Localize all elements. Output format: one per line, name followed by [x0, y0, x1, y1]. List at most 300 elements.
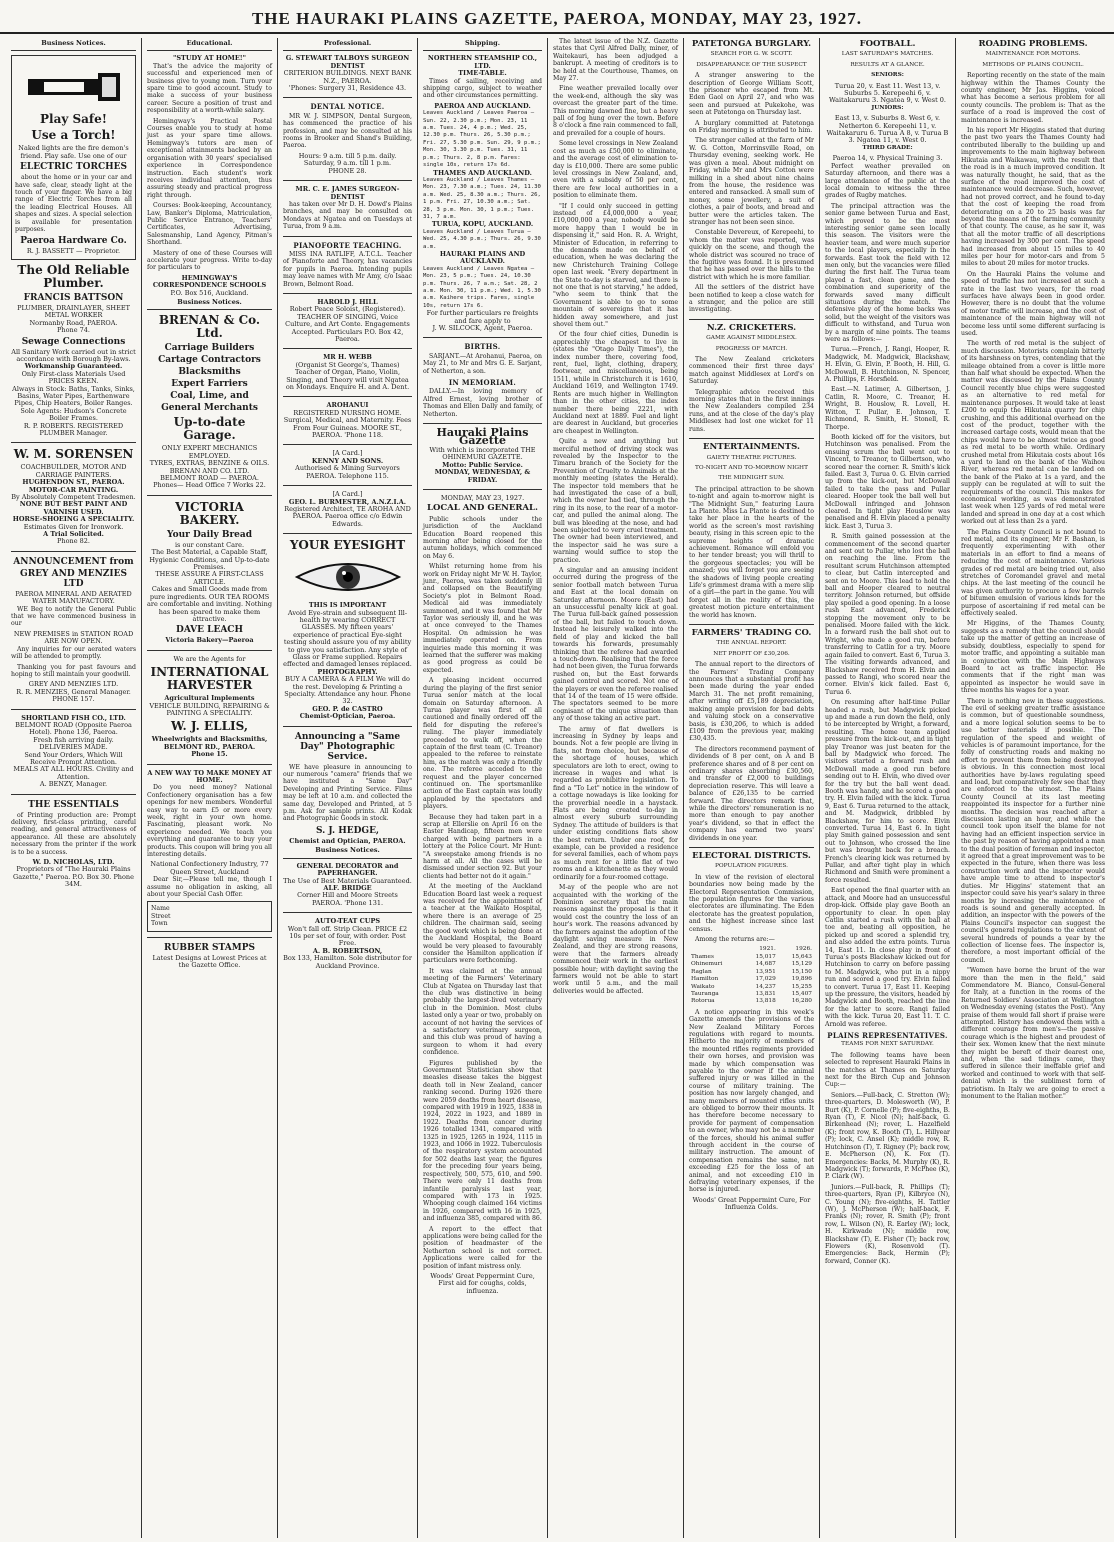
- autoteat-advert: [283, 918, 412, 970]
- farmers-sub-2: NET PROFIT OF £30,206.: [713, 650, 790, 657]
- seniors-results: Turua 20, v. East 11. West 13, v. Suburbs 5. Kerepeehi 6, v. Waitakaruru 3. Ngatea 9, v. West 0.: [829, 81, 946, 105]
- football-paragraph: R. Smith gained possession at the commencement of the second quarter and sent out to Pullar, who lost the ball on reaching the line. From the resultant scrum Hutchinson attempted to clear, but Catlin intercepted and sent on to Moore. This lead to hold the ball and Hooper cleared to neutral territory. Johnson returned, but offside play spoiled a good opening. In a loose rush East advanced, Frederick stopping the movement only to be penalised. Moore failed with the kick. In a forward rush the ball shot out to Wright, who made a good run, before transferring to Catlin for a try. Moore again failed to convert. East 6, Turua 3. The visiting forwards advanced, and Blackshaw received from H. Elvin and passed to Rangi, who scored near the corner. Elvin's kick failed. East 6, Turua 6.: [825, 533, 951, 696]
- menzies-headline: ANNOUNCEMENT from: [13, 556, 134, 567]
- arohanui-name: AROHANUI: [326, 401, 369, 410]
- electoral-paragraph: In view of the revision of electoral boundaries now being made by the Electoral Representation Commission, the population figures for the various electorates are illuminating. The Eden electorate has the greatest population, and the highest increase since last census.: [689, 873, 814, 933]
- burglary-paragraph: A burglary committed at Patetonga on Friday morning is attributed to him.: [689, 119, 814, 135]
- electoral-headline: ELECTORAL DISTRICTS.: [692, 851, 811, 861]
- flag-title: Hauraki Plains Gazette: [436, 426, 529, 447]
- brenan-advert: [147, 314, 272, 489]
- sorensen-line-2: By Absolutely Competent Tradesmen.: [11, 493, 136, 501]
- simpson-headline: DENTAL NOTICE.: [310, 102, 385, 112]
- news-paragraph: M-ay of the people who are not acquainted with the working of the Dominion secretary that the main reasons against the proposal is that it would cost the country the loss of an hour's work. The reasons advanced by the farmers against the adoption of the daylight saving measure in New Zealand, and they are strong reasons, were that the farmers already commenced their work in the earliest possible hour; with daylight saving the farmers would not be able to start work until 5 a.m., and the mail deliveries would be affected.: [553, 884, 678, 995]
- table-cell: Tauranga: [691, 990, 719, 997]
- ship-body: Times of sailing, receiving and shipping cargo, subject to weather and other circumstances permitting.: [423, 77, 542, 100]
- sameday-name: S. J. HEDGE,: [315, 825, 380, 836]
- burglary-paragraph: All the settlers of the district have been notified to keep a close watch for a stranger, and the police are still investigating.: [689, 284, 814, 314]
- autoteat-body: Won't fall off. Strip Clean. PRICE £2 10s per set of four, with order. Post Free.: [287, 924, 408, 948]
- piano-advert: [283, 242, 412, 288]
- juniors-results: East 13, v. Suburbs 8. West 6, v. Netherton 6. Kerepeehi 11, v. Waitakaruru 6. Turua A 8, v. Turua B 3. Ngatea 11, v. West 0.: [826, 114, 949, 145]
- fish-line-1: Fresh fish arriving daily. DELIVERIES MADE.: [33, 735, 114, 752]
- printing-headline: THE ESSENTIALS: [28, 799, 119, 810]
- sorensen-line-7: Phone 82.: [57, 537, 90, 546]
- table-cell: 19,896: [791, 976, 812, 983]
- football-paragraph: Seniors.—Full-back, C. Stretton (W); three-quarters, D. Molesworth (W), P. Burt (K), P. Cornelle (P); five-eighths, B. Ryan (T), F. Nicol (N); half-back, G. Birkenhead (N); rover, L. Hazelfield (K); front row, K. Booth (T), L. Hillyear (P); lock, C. Ansel (K); middle row, R. Hutchinson (T), T. Rigney (P); back row, E. McPherson (N), K. Fox (T). Emergencies: Backs, M. Murphy (K), R. Madgwick (T); forwards, P. McPhee (K), P. Clark (W).: [825, 1091, 950, 1181]
- fish-manager: A. BENZY, Manager.: [39, 780, 108, 789]
- torch-headline-2: Use a Torch!: [31, 128, 116, 143]
- study-body-2: Hemingway's Practical Postal Courses enable you to study at home just as your spare time allows. Hemingway's tutors are men of exceptional attainments backed by an organisation with 30 years' specialised experience in Correspondence instruction. Each student's work receives individual attention, thus assuring steady and practical progress right through.: [147, 117, 272, 199]
- electoral-paragraph: A notice appearing in this week's Gazette amends the provisions of the New Zealand Military Forces regulations with regard to mounts. Hitherto the majority of members of the mounted rifles regiments provided their own horses, and provision was made by which compensation was payable to the owner if the animal suffered injury or was killed in the course of military training. The position has now largely changed, and many members of mounted rifles units are obliged to borrow their mounts. It has therefore become necessary to provide for payment of compensation to an owner, who may not be a member of the forces, should his animal suffer through accident in the course of military instruction. The amount of compensation remains the same, not exceeding £25 for the loss of an animal, and not exceeding £10 in defraying veterinary expenses, if the horse is injured.: [689, 1008, 814, 1194]
- ship-schedule-2: Leaves Auckland / Leaves Thames — Mon. 23, 7.30 a.m.; Tues. 24, 11.30 a.m. Wed. 25, 8.30 a.m.; Thurs. 26, 1 p.m. Fri. 27, 10.30 a.m.; Sat. 28, 3 p.m. Mon. 30, 1 p.m.; Tues. 31, 7 a.m.: [423, 176, 541, 220]
- plumber-line-3: Workmanship Guaranteed.: [24, 362, 123, 371]
- football-headline: FOOTBALL.: [859, 39, 916, 49]
- study-body-3: Courses: Book-keeping, Accountancy, Law, Banker's Diploma, Matriculation, Public Service Entrance, Teachers' Certificates, Advertising, Salesmanship, Land Agency, Pitman's Shorthand.: [147, 202, 272, 247]
- harvester-name: W. J. ELLIS,: [170, 719, 249, 734]
- local-paragraph: Because they had taken part in a scrap at Ellerslie on April 16 on the Easter Handicap, fifteen men were charged with being partners in a lottery at the Police Court. Mr Hunt: "A sweepstake among friends is no harm at all. All the cases will be dismissed under section 92. But your clients had better not do it again.": [423, 813, 542, 880]
- divider: [283, 396, 412, 397]
- news-paragraph: The latest issue of the N.Z. Gazette states that Cyril Alfred Dally, miner, of Waitekauri, has been adjudged a bankrupt. A meeting of creditors is to be held at the Courthouse, Thames, on May 27.: [553, 38, 678, 83]
- roading-paragraph: Mr Higgins, of the Thames County, suggests as a remedy that the council should take up the matter of getting an increase of subsidy, doubtless, especially to spend for motor traffic, and appointing a suitable man in conjunction with the Main Highways Board to act as traffic inspector. He comments that if the right man was appointed as inspector he would save in three months his wages for a year.: [961, 620, 1105, 695]
- local-headline: LOCAL AND GENERAL.: [427, 503, 538, 514]
- table-cell: Raglan: [691, 968, 712, 975]
- fish-name: SHORTLAND FISH CO., LTD.: [21, 713, 126, 722]
- bakery-line-7: Victoria Bakery—Paeroa: [165, 636, 254, 645]
- burglary-sub-2: DISAPPEARANCE OF THE SUSPECT: [696, 61, 807, 68]
- football-paragraph: The following teams have been selected to represent Hauraki Plains in the matches at Thames on Saturday next for the Birch Cup and Johnson Cup:—: [825, 1051, 950, 1089]
- divider: [689, 847, 814, 848]
- ship-route-2: THAMES AND AUCKLAND.: [433, 168, 532, 177]
- reps-sub: TEAMS FOR NEXT SATURDAY.: [841, 1041, 934, 1048]
- fish-line-3: MEALS AT ALL HOURS. Civility and Attention.: [13, 765, 134, 781]
- talboys-line-2: 'Phones: Surgery 31, Residence 43.: [288, 84, 407, 93]
- piano-body: MISS INA RATLIFF, A.T.C.L. Teacher of Pianoforte and Theory, has vacancies for pupils in Paeroa. Intending pupils may leave names with Mr Amy, c/o Isaac Brown, Belmont Road.: [283, 250, 412, 288]
- divider: [147, 937, 272, 938]
- divider: [11, 709, 136, 710]
- newspaper-title: THE HAURAKI PLAINS GAZETTE, PAEROA, MONDAY, MAY 23, 1927.: [251, 9, 863, 28]
- study-sign-2: P.O. Box 516, Auckland.: [170, 288, 249, 297]
- electoral-paragraph: Among the returns are:—: [695, 936, 775, 944]
- section-header: Business Notices.: [147, 297, 272, 310]
- table-row: [689, 954, 814, 961]
- entertainments-sub-2: TO-NIGHT AND TO-MORROW NIGHT: [695, 464, 808, 471]
- harvester-line-2: INTERNATIONAL HARVESTER: [150, 665, 269, 693]
- harvester-line-3: Agricultural Implements: [164, 694, 255, 703]
- table-cell: 14,237: [755, 983, 776, 990]
- harvester-line-6: BELMONT RD., PAEROA.: [163, 742, 256, 751]
- hill-body: Robert Peace Soloist, (Registered). TEACHER OF SINGING, Voice Culture, and Art Conte. Engagements Accepted. Particulars P.O. Box 42, Paeroa.: [285, 305, 410, 343]
- bakery-line-5: Cakes and Small Goods made from pure ingredients. OUR TEA ROOMS are comfortable and inviting. Nothing has been spared to make them attractive.: [147, 585, 272, 623]
- column-4: [418, 38, 548, 1538]
- kenny-tag: [A Card.]: [332, 449, 363, 458]
- webb-body: (Organist St George's, Thames) Teacher of Organ, Piano, Violin, Singing, and Theory will visit Ngatea on Mondays. Enquire H. and A. Dent.: [285, 360, 410, 392]
- entertainments-sub-1: GAIETY THEATRE PICTURES.: [706, 454, 797, 461]
- roading-paragraph: On the Hauraki Plains the volume and speed of traffic has not increased at such a rate in the last two years, for the road surfaces have always been in good order. However, there is no doubt that the volume of motor traffic will increase, and the cost of maintenance of the main highway will not become less until some different surfacing is used.: [961, 270, 1105, 338]
- form-street-label: Street: [151, 912, 171, 920]
- printing-sign-2: Proprietors of "The Hauraki Plains Gazette," Paeroa. P.O. Box 30. Phone 34M.: [13, 865, 134, 889]
- divider: [283, 912, 412, 913]
- bridge-name: ALF. BRIDGE: [323, 883, 372, 892]
- plumber-line-2: All Sanitary Work carried out in strict accordance with Borough By-laws.: [11, 347, 136, 363]
- divider: [689, 438, 814, 439]
- autoteat-name: A. B. ROBERTSON,: [312, 946, 383, 955]
- simpson-body: MR W. J. SIMPSON, Dental Surgeon, has commenced the practice of his profession, and may be consulted at his rooms in Brooker and Shand's Building, Paeroa.: [283, 112, 412, 150]
- table-cell: 17,029: [755, 976, 776, 983]
- roading-paragraph: The Plains County Council is not bound to red metal, and its engineer, Mr F. Bashan, is frequently experimenting with other materials in an effort to find a means of reducing the cost of maintenance. Various grades of red metal are being tried out, also stretches of Coromandel gravel and metal chips. At the last meeting of the council he was given authority to procure a few barrels of bitumen emulsion of various kinds for the purpose of ascertaining if red metal can be effectively sealed.: [961, 528, 1105, 618]
- divider: [283, 293, 412, 294]
- autoteat-body-2: Box 133, Hamilton. Sole distributor for Auckland Province.: [283, 954, 412, 970]
- arohanui-body: REGISTERED NURSING HOME. Surgical, Medical, and Maternity. Fees From Four Guineas. MOORE ST., PAEROA. 'Phone 118.: [283, 408, 412, 440]
- torch-product: ELECTRIC TORCHES: [20, 162, 127, 173]
- james-body: has taken over Mr D. H. Dowd's Plains branches, and may be consulted on Mondays at Ngatea and on Tuesdays at Turua, from 9 a.m.: [283, 200, 412, 231]
- roading-paragraph: "Women have borne the brunt of the war more than the men in the field," said Commendatore M. Bianco, Consul-General for Italy, at a function in the rooms of the Returned Soldiers' Association at Wellington on Wednesday evening (states the Post). "Any praise of them would fall short if praise were attempted. History has endowed them with a different courage from men's—the passive courage which is the highest and proudest of their sex. Women knew that the next minute they might be bereft of their dearest one, and, when the sad tidings came, they suffered in silence their ineffable grief and worked and continued to work with that self-denial which is the sublimest form of patriotism. In Italy we are going to erect a monument to the Italian mother.": [961, 967, 1105, 1101]
- divider: [147, 650, 272, 651]
- kenny-body: Authorised & Mining Surveyors PAEROA. Telephone 115.: [295, 464, 400, 480]
- kenny-name: KENNY AND SONS.: [311, 456, 384, 465]
- burmester-name: GEO. L. BURMESTER, A.N.Z.I.A.: [288, 497, 407, 506]
- reps-headline: PLAINS REPRESENTATIVES.: [827, 1031, 948, 1040]
- stamps-headline: RUBBER STAMPS: [164, 942, 255, 953]
- divider: [283, 533, 412, 534]
- sorensen-line-5: Estimates Given for Ironwork.: [23, 522, 124, 531]
- news-paragraph: Of the four chief cities, Dunedin is appreciably the cheapest to live in (states the "Otago Daily Times"), the index number there, covering food, rent, fuel, light, clothing, drapery, footwear, and miscellaneous, being 1511, while in Christchurch it is 1610, Auckland 1619, and Wellington 1749. Rents are much higher in Wellington than in the other cities, the index number there being 2221, with Auckland next at 1889. Fuel and light are dearest in Auckland, but groceries are cheapest in Wellington.: [553, 331, 678, 435]
- ship-body-2: For further particulars re freights and fare apply to: [426, 309, 539, 325]
- table-header-cell: [689, 946, 742, 953]
- divider: [11, 442, 136, 443]
- menzies-manager: R. R. MENZIES, General Manager.: [16, 687, 131, 696]
- study-advert: [147, 55, 272, 297]
- table-cell: Rotorua: [691, 998, 715, 1005]
- printing-advert: [11, 800, 136, 889]
- brenan-line-3: Blacksmiths: [178, 367, 241, 378]
- divider: [423, 423, 542, 424]
- news-paragraph: Some level crossings in New Zealand cost as much as £50,000 to eliminate, and the average cost of elimination to-day is £10,000. There are some public level crossings in New Zealand, and, even with a subsidy of 50 per cent, there are few local authorities in a position to eliminate them.: [553, 140, 678, 200]
- brenan-line-1: Carriage Builders: [164, 343, 255, 354]
- menzies-body: WE Beg to notify the General Public that we have commenced business in our: [11, 605, 136, 628]
- births-body: SARJANT.—At Arohanui, Paeroa, on May 21, to Mr and Mrs G. E. Sarjant, of Netherton, a son.: [423, 352, 542, 375]
- stamps-advert: [147, 943, 272, 970]
- table-header-cell: 1926.: [795, 946, 812, 953]
- ship-headline: TIME-TABLE.: [458, 69, 507, 78]
- torch-proprietor: R. J. BASSETT — Proprietor.: [26, 247, 121, 256]
- brenan-line-4: Expert Farriers: [171, 379, 248, 390]
- sorensen-trades: COACHBUILDER, MOTOR AND CARRIAGE PAINTERS.: [20, 463, 127, 479]
- menzies-body-2: Any inquiries for our aerated waters will be attended to promptly.: [11, 645, 136, 661]
- football-paragraph: Perfect weather prevailed on Saturday afternoon, and there was a large attendance of the public at the local domain to witness the three grades of Rugby matches.: [825, 162, 950, 200]
- divider: [283, 726, 412, 727]
- flag-sub: With which is incorporated THE OHINEMURI GAZETTE.: [429, 445, 536, 462]
- hill-name: HAROLD J. HILL: [317, 297, 378, 306]
- torch-body-2: about the home or in your car and have safe, clear, steady light at the touch of your finger. We have a big range of Electric Torches from all the leading Electrical Houses. All shapes and sizes. A special selection is available for presentation purposes.: [15, 174, 132, 234]
- sorensen-line-4: HORSE-SHOEING A SPECIALITY.: [12, 515, 135, 524]
- eyesight-advert: [283, 539, 412, 721]
- divider: [423, 337, 542, 338]
- news-paragraph: Quite a new and anything but merciful method of driving stock was revealed by the Inspector to the Timaru branch of the Society for the Prevention of Cruelty to Animals at the monthly meeting (states the Herald). The inspector told members that he had investigated the case of a bull, which the owner had tied, through the ring in its nose, to the rear of a motor-car, and pulled the animal along. The bull was bleeding at the nose, and had been subjected to very cruel treatment. The owner had been interviewed, and the inspector said he was sure a warning would suffice to stop the practice.: [553, 438, 678, 564]
- study-sign: HEMINGWAY'S CORRESPONDENCE SCHOOLS: [152, 273, 267, 290]
- local-paragraph: Whilst returning home from his work on Friday night Mr W. H. Taylor, junr., Paeroa, was taken suddenly ill and collapsed on the Beautifying Society's plot in Belmont Road. Medical aid was immediately summoned, and it was found that Mr Taylor was seriously ill, and he was at once conveyed to the Thames Hospital. On admission he was immediately operated on. From inquiries made this morning it was learned that the sufferer was making as good progress as could be expected.: [423, 563, 542, 674]
- roading-headline: ROADING PROBLEMS.: [978, 39, 1088, 49]
- sameday-headline: Announcing a "Same Day" Photographic Service.: [294, 731, 401, 762]
- bakery-line-1: Your Daily Bread: [166, 529, 253, 540]
- column-8: [956, 38, 1110, 1538]
- simpson-line-2: PHONE 28.: [328, 166, 367, 175]
- football-paragraph: Juniors.—Full-back, R. Phillips (T); three-quarters, Ryan (P), Kilbryce (N), C. Young (N); five-eighths, H. Tattler (W), J. McPherson (W); half-back, F. Franks (N); rover, R. Smith (P); front row, L. Wilson (N), R. Earley (W); lock, H. Kirkwade (N); middle row, Blackshaw (T), E. Fisher (T); back row, Flowers (K), Rosenvold (T). Emergencies: Back, Hermin (P); forward, Conner (K).: [825, 1183, 950, 1265]
- brenan-name: BRENAN & Co. Ltd.: [158, 313, 261, 341]
- column-7: [820, 38, 956, 1538]
- burmester-body: Registered Architect, TE AROHA AND PAEROA. Paeroa office c/o Edwin Edwards.: [284, 504, 411, 528]
- plumber-line-6: Sole Agents: Hudson's Concrete Boiler Frames.: [20, 406, 127, 423]
- ship-schedule-4: Leaves Auckland / Leaves Ngatea — Mon. 23, 5 p.m.; Tues. 24, 10.30 p.m. Thurs. 26, 7 a.m.; Sat. 28, 2 a.m. Mon. 30, 11 p.m.; Wed. 1, 5.30 a.m. Kaihere trips. Fares, single 10s, return 17s 6.: [423, 265, 541, 309]
- football-paragraph: Turua.—French, J. Rangi, Hooper, R. Madgwick, M. Madgwick, Blackshaw, H. Elvin, G. Elvin, P. Booth, H. Hill, G. McDowall, B. Hutchinson, N. Spencer, A. Phillips, F. Horsfield.: [825, 346, 950, 384]
- torch-shop: Paeroa Hardware Co.: [20, 236, 127, 247]
- harvester-line-5: Wheelwrights and Blacksmiths,: [151, 735, 268, 744]
- section-header: Business Notices.: [11, 38, 136, 51]
- table-row: [689, 984, 814, 991]
- memoriam-headline: IN MEMORIAM.: [448, 378, 517, 388]
- torch-headline-1: Play Safe!: [39, 112, 107, 127]
- table-cell: 15,129: [791, 961, 812, 968]
- table-header-row: [689, 946, 814, 953]
- football-paragraph: Booth kicked off for the visitors, but Hutchinson was penalised. From the ensuing scrum the ball went out to Vincent, to Treanor, to Gilbertson, who scored near the corner. R. Smith's kick failed. East 3, Turua 0. G. Elvin carried up from the kick-out, but McDowall failed to take the pass and Pullar cleared. Hooper took the ball well but McDowall infringed and Johnson cleared. In tight play Houslow was penalised and H. Elvin placed a penalty kick. East 3, Turua 3.: [825, 433, 950, 530]
- burmester-advert: [283, 491, 412, 528]
- cricket-headline: N.Z. CRICKETERS.: [706, 322, 797, 333]
- juniors-head: JUNIORS:: [871, 104, 904, 111]
- webb-advert: [283, 354, 412, 391]
- study-body: That's the advice the majority of successful and experienced men of business give to young men. Turn your spare time to good account. Study to make a success of your business career. Secure a position of trust and responsibility at a worth-while salary.: [147, 62, 272, 115]
- sameday-body: WE have pleasure in announcing to our numerous "camera" friends that we have instituted a "Same Day" Developing and Printing Service. Films may be left at 10 a.m. and collected the same day, Developed and Printed, at 5 p.m. Ask for sample prints. All Kodak and Photographic Goods in stock.: [283, 763, 412, 823]
- bakery-line-4: THESE ASSURE A FIRST-CLASS ARTICLE.: [155, 570, 264, 586]
- eyesight-line-1: THIS IS IMPORTANT: [308, 601, 387, 610]
- bridge-line-1: GENERAL DECORATOR and PAPERHANGER.: [296, 861, 399, 878]
- plumber-line-5: Always in Stock: Baths, Tanks, Sinks, Basins, Water Pipes, Earthenware Pipes, Chip Heaters, Boiler Ranges.: [12, 384, 135, 408]
- table-cell: 15,017: [755, 953, 776, 960]
- newspaper-flag: [423, 426, 542, 502]
- column-2: [142, 38, 278, 1538]
- plumber-name: FRANCIS BATTSON: [23, 292, 124, 303]
- table-row: [689, 998, 814, 1005]
- ship-route-3: TURUA, KOPU, AUCKLAND.: [431, 220, 534, 229]
- column-3: [278, 38, 418, 1538]
- football-paragraph: The principal attraction was the senior game between Turua and East, which proved to be the most interesting senior game seen locally this season. The visitors were the heavier team, and were much superior to the local players, especially in the forwards. East took the field with 12 men only, but the vacancies were filled during the first half. The Turua team played a fast, clean game, and the combination and superiority of the forwards saved many difficult situations during the match. The defensive play of the home backs was solid, but the weight of the visitors was difficult to withstand, and Turua won by a margin of nine points. The teams were as follows:—: [825, 202, 950, 344]
- autoteat-headline: AUTO-TEAT CUPS: [314, 917, 381, 926]
- torch-body: Naked lights are the fire demon's friend. Play safe. Use one of our: [18, 144, 129, 160]
- brenan-line-12: Phones— Head Office 7 Works 22.: [153, 481, 266, 490]
- ship-agent: J. W. SILCOCK, Agent, Paeroa.: [432, 324, 533, 333]
- flag-motto: Motto: Public Service.: [442, 460, 523, 469]
- ship-schedule-3: Leaves Auckland / Leaves Turua — Wed. 25, 4.30 p.m.; Thurs. 26, 9.30 a.m.: [423, 228, 541, 250]
- menzies-line-2: NEW PREMISES in STATION ROAD ARE NOW OPEN.: [13, 629, 134, 646]
- divider: [283, 236, 412, 237]
- divider: [283, 180, 412, 181]
- plumber-line-7: R. P. ROBERTS. REGISTERED PLUMBER Manager.: [23, 421, 124, 437]
- fish-advert: [11, 715, 136, 789]
- divider: [689, 624, 814, 625]
- burmester-tag: [A Card.]: [332, 490, 363, 499]
- shipping-timetable: [423, 55, 542, 332]
- column-6: [684, 38, 820, 1538]
- menzies-phone: PHONE 157.: [52, 695, 95, 704]
- sorensen-line-1: MOTOR-CAR PAINTING.: [28, 485, 119, 494]
- table-cell: 16,280: [791, 998, 812, 1005]
- order-form: [147, 901, 272, 931]
- harvester-line-1: We are the Agents for: [173, 654, 246, 663]
- harvester-advert: [147, 656, 272, 759]
- births-headline: BIRTHS.: [464, 342, 501, 352]
- burglary-paragraph: The stranger called at the farm of Mr W. G. Cotton, Morrinsville Road, on Thursday evening, seeking work. He was given a meal. About midnight on Friday, while Mr and Mrs Cotton were milking in a shed about nine chains from the house, the residence was entered and ransacked. A small sum of money, some jewellery, a suit of clothes, a pair of boots, and bread and butter were the articles taken. The stranger has not been seen since.: [689, 137, 814, 226]
- torch-advert: [11, 55, 136, 259]
- table-cell: 15,150: [791, 968, 812, 975]
- menzies-advert: [11, 557, 136, 704]
- football-sub-2: RESULTS AT A GLANCE.: [850, 61, 925, 68]
- flag-date: MONDAY, MAY 23, 1927.: [440, 493, 525, 502]
- stamps-body: Latest Designs at Lowest Prices at the Gazette Office.: [152, 953, 267, 970]
- harvester-line-4: VEHICLE BUILDING, REPAIRING & PAINTING A SPECIALITY.: [149, 701, 270, 717]
- sameday-line-1: Chemist and Optician, PAEROA.: [289, 836, 406, 845]
- bakery-line-6: DAVE LEACH: [176, 625, 243, 636]
- plumber-line-4: Only First-class Materials Used PRICES KEEN.: [21, 369, 126, 386]
- bakery-advert: [147, 501, 272, 645]
- local-paragraph: At the meeting of the Auckland Education Board last week a request was received for the appointment of a teacher at the Waikato Hospital, where there is an average of 25 children. The chairman said, seeing the good work which is being done at the Auckland Hospital, the Board would be very pleased to favourably consider the Hamilton application if particulars were forthcoming.: [423, 883, 542, 965]
- bakery-line-2: is our constant Care.: [174, 540, 245, 549]
- eyesight-line-3: Chemist-Optician, Paeroa.: [299, 712, 396, 721]
- news-paragraph: "If I could only succeed in getting instead of £4,000,000 a year, £10,000,000 a year, nobody would be more happy than I would be in dispensing it," said Hon. R. A. Wright, Minister of Education, in referring to the demands made on behalf of education, when he was declaring the new Christchurch Training College open last week. "Every department in the State to-day is starved, and there is not one that is not starving," he added, "who seem to think that the Government is able to go to some mountain of sovereigns that it has hidden away somewhere, and just shovel them out.": [553, 202, 678, 329]
- football-paragraph: East.—N. Latimer, A. Gilbertson, J. Catlin, R. Moore, C. Treanor, H. Wright, B. Houslow, R. Lovell, H. Witton, T. Pullar, E. Johnson, T. Richmond, R. Smith, H. Stonell, R. Thorpe.: [825, 386, 950, 431]
- ship-route-4: HAURAKI PLAINS AND AUCKLAND.: [439, 249, 526, 266]
- table-cell: 13,831: [755, 990, 776, 997]
- plumber-address: Normanby Road, PAEROA.: [29, 318, 118, 327]
- ship-company: NORTHERN STEAMSHIP CO., LTD.: [427, 54, 538, 70]
- plumber-line-1: Sewage Connections: [21, 336, 126, 347]
- talboys-line-1: CRITERION BUILDINGS. NEXT BANK N.Z., PAEROA.: [283, 69, 412, 85]
- football-sub-1: LAST SATURDAY'S MATCHES.: [841, 51, 934, 58]
- home-advert: [147, 770, 272, 932]
- divider: [147, 495, 272, 496]
- table-row: [689, 991, 814, 998]
- form-name-label: Name: [151, 905, 170, 913]
- cricket-sub-2: PROGRESS OF MATCH.: [715, 345, 788, 352]
- menzies-sign: GREY AND MENZIES LTD.: [28, 680, 119, 689]
- farmers-paragraph: The annual report to the directors of the Farmers' Trading Company announces that a substantial profit has been made during the year ended March 31. The net profit remaining, after writing off £5,189 depreciation, making ample provision for bad debts and valuing stock on a conservative basis, is £30,206, to which is added £109 from the previous year, making £30,435.: [689, 661, 814, 743]
- table-cell: Waikato: [691, 983, 715, 990]
- football-paragraph: On resuming after half-time Pullar headed a rush, but Madgwick picked up and made a run down the field, only to be intercepted by Wright, a forward, resulting. The home team applied pressure from the kick-out, and in tight play Treanor was just beaten for the ball by Madgwick who forced. The visitors started a forward rush and McDowall made a good run before sending out to H. Elvin, who dived over for the try but the ball went dead. Booth was handy, and he scored a good try. H. Elvin failed with the kick. Turua 9, East 6. Turua returned to the attack, and M. Madgwick, dribbled by Blackshaw, for him to score. Elvin converted. Turua 14, East 6. In tight play Smith gained possession and sent out to Johnson, who crossed the line but was brought back for a breach. French's clearing kick was returned by Pullar, and after tight play in which Richmond and Smith were prominent a force resulted.: [825, 699, 950, 884]
- cricket-paragraph: Telegraphic advice received this morning states that in the first innings the New Zealanders compiled 234 runs, and at the close of the day's play Middlesex had lost one wicket for 11 runs.: [689, 388, 814, 433]
- brenan-line-10: BRENAN AND CO. LTD.: [169, 466, 250, 475]
- third-grade-head: THIRD GRADE:: [862, 144, 913, 151]
- sorensen-address: HUGHENDON ST., PAEROA.: [22, 478, 125, 487]
- column-1: [6, 38, 142, 1538]
- page-columns: [6, 38, 1110, 1538]
- plumber-trades: PLUMBER, DRAINLAYER, SHEET METAL WORKER: [17, 303, 130, 320]
- entertainments-sub-3: THE MIDNIGHT SUN.: [718, 475, 785, 482]
- table-cell: 15,643: [791, 953, 812, 960]
- plumber-phone: Phone 74.: [57, 326, 90, 335]
- ship-schedule-1: Leaves Auckland / Leaves Paeroa — Sun. 22, 2.30 p.m.; Mon. 23, 11 a.m. Tues. 24, 4 p.m.; Wed. 25, 12.30 p.m. Thurs. 26, 5.30 p.m.; Fri. 27, 5.30 p.m. Sun. 29, 9 p.m.; Mon. 30, 3.30 p.m. Tues. 31, 11 p.m.; Thurs. 2, 8 p.m. Fares: single 10s, return 17s 6d.: [423, 110, 541, 169]
- brenan-line-6: General Merchants: [161, 403, 258, 414]
- bridge-line-2: The Use of Best Materials Guaranteed.: [283, 876, 412, 885]
- bridge-advert: [283, 863, 412, 907]
- divider: [283, 97, 412, 98]
- local-paragraph: It was claimed at the annual meeting of the Farmers' Veterinary Club at Ngatea on Thursday last that the club was distinctive in being probably the largest-lived veterinary club in the Dominion. Most clubs lasted only a year or two, probably on account of not having the services of a satisfactory veterinary surgeon, and this club was proud of having a surgeon to whom it had every confidence.: [423, 967, 542, 1057]
- form-town-label: Town: [151, 920, 168, 928]
- home-headline: A NEW WAY TO MAKE MONEY AT HOME.: [147, 768, 272, 784]
- electoral-sub-1: POPULATION FIGURES.: [715, 863, 788, 870]
- cricket-paragraph: The New Zealand cricketers commenced their first three days' match against Middlesex at Lord's on Saturday.: [689, 356, 814, 386]
- brenan-line-5: Coal, Lime, and: [170, 391, 249, 402]
- table-row: [689, 969, 814, 976]
- news-paragraph: A singular and an amusing incident occurred during the progress of the senior football match between Turua and East at the local domain on Saturday afternoon. Moore (East) had an unsuccessful penalty kick at goal. The Turua full-back gained possession of the ball, but failed to touch down. Instead he leisurely walked into the field of play and kicked the ball towards his forwards, presumably thinking that the referee had awarded a touch-down. Realising that the force had not been given, the Turua forwards rushed on, but the East forwards gained control and scored. Not one of the players or even the referee realised that 14 of the team of 15 were offside. The spectators seemed to be more cognisant of the unique situation than any of those taking an active part.: [553, 567, 678, 723]
- peppermint-advert: Woods' Great Peppermint Cure, For Influenza Colds.: [692, 1195, 811, 1212]
- brenan-line-7: Up-to-date Garage.: [173, 415, 246, 443]
- divider: [283, 348, 412, 349]
- roading-paragraph: The worth of red metal is the subject of much discussion. Motorists complain bitterly of its harshness on tyres, contending that the mileage obtained from a cover is little more than half what should be expected. When the matter was discussed by the Plains County Council recently blue chips were suggested as an alternative to red metal for maintenance purposes. It would take at least £200 to equip the Hikutaia quarry for chip crushing, and this additional overhead on the cost of the product, together with the increased cartage costs, would mean that the chips would have to be almost twice as good as red metal to be worth while. Ordinary crushed metal from Hikutaia costs about 16s a yard to land on the bank of the Waihou River, whereas red metal can be landed on the bank of the Piako at 1s a yard, and the supply can be regulated at will to suit the requirements of the council. This makes for economical working, as was demonstrated last week when 125 yards of red metal were landed and spread in one day at a cost which worked out at less than 2s a yard.: [961, 340, 1105, 526]
- brenan-line-8: ONLY EXPERT MECHANICS EMPLOYED.: [161, 444, 258, 460]
- entertainments-paragraph: The principal attraction to be shown to-night and again to-morrow night is "The Midnight Sun," featuring Laura La Plante. Miss La Plante is destined to take her place in the hearts of the world as the screen's most ravishing beauty, rising in this screen epic to the supreme heights of dramatic achievement. Romance will enfold you to her tender breast; you will thrill to the gorgeous spectacles; you will be amazed; you will forget you are seeing the shadows of living people creating Life's grimmest drama with a mere slip of a girl—the part in the game. You will forget all in the reality of this, the greatest motion picture entertainment the world has known.: [689, 485, 814, 619]
- farmers-sub-1: THE ANNUAL REPORT.: [716, 640, 787, 647]
- talboys-advert: [283, 55, 412, 92]
- bakery-line-3: The Best Material, a Capable Staff, Hygienic Conditions, and Up-to-date Premises.: [149, 548, 270, 572]
- table-cell: 13,951: [755, 968, 776, 975]
- bridge-line-3: Corner Hill and Moore Streets PAEROA. 'Phone 131.: [297, 891, 398, 907]
- column-5: [548, 38, 684, 1538]
- local-paragraph: A report to the effect that applications were being called for the position of headmaster of the Netherton school is not correct. Applications were called for the position of infant mistress only.: [423, 1225, 542, 1270]
- james-advert: [283, 186, 412, 230]
- plumber-headline: The Old Reliable Plumber.: [17, 262, 130, 290]
- torch-icon: [24, 65, 124, 109]
- table-cell: Thames: [691, 953, 714, 960]
- menzies-name: GREY AND MENZIES LTD: [20, 568, 127, 589]
- james-name: MR. C. E. JAMES SURGEON-DENTIST: [295, 185, 400, 201]
- kenny-advert: [283, 450, 412, 480]
- divider: [423, 489, 542, 490]
- masthead: [0, 0, 1114, 34]
- arohanui-advert: [283, 402, 412, 439]
- eyesight-headline: YOUR EYESIGHT: [289, 538, 406, 553]
- eyesight-body: Avoid Eye-strain and subsequent Ill-health by wearing CORRECT GLASSES. My fifteen years' experience of practical Eye-sight testing should assure you of my ability to give you satisfaction. Any style of Glass or Frame supplied. Repairs effected and damaged lenses replaced.: [283, 608, 412, 669]
- roading-sub-2: METHODS OF PLAINS COUNCIL.: [982, 61, 1084, 68]
- hill-advert: [283, 299, 412, 343]
- simpson-line-1: Hours: 9 a.m. till 5 p.m. daily. Saturday, 9 a.m. till 1 p.m.: [298, 151, 397, 168]
- brenan-line-2: Cartage Contractors: [158, 355, 261, 366]
- roading-paragraph: Reporting recently on the state of the main highway within the Thames County the county engineer, Mr Jas. Higgins, voiced what has become a serious problem for all county councils. The problem is: That as the surface of a road is improved the cost of maintenance is increased.: [961, 72, 1105, 124]
- news-paragraph: The army of flat dwellers is increasing in Sydney by leaps and bounds. Not a few people are living in flats, not from choice, but because of the shortage of houses, which speculators are loth to erect, owing to increase in wages and what is regarded as prohibitive legislation. To find a "To Let" notice in the window of a cottage nowadays is like looking for the proverbial needle in a haystack. Flats are being created to-day in almost every suburb surrounding Sydney. The attitude of builders is that under existing conditions flats show the best return. Under one roof, for example, can be provided a residence for several families, each of whom pays as much rent for a little flat of two rooms and a kitchenette as they would ordinarily for a four-roomed cottage.: [553, 725, 678, 881]
- eyesight-name: GEO. P. de CASTRO: [312, 704, 383, 713]
- divider: [283, 444, 412, 445]
- harvester-line-7: Phone 15.: [191, 750, 228, 759]
- piano-headline: PIANOFORTE TEACHING.: [293, 240, 402, 250]
- local-paragraph: A pleasing incident occurred during the playing of the first senior Turua senior match at the local domain on Saturday afternoon. A Turua player was first of all cautioned and finally ordered off the field for disputing the referee's ruling. The player immediately proceeded to walk off, when the captain of the first team (C. Treanor) appealed to the referee to reinstate him, as the match was only a friendly one. The referee acceded to the request and the player concerned continued on. The sportsmanlike action of the East captain was loudly applauded by the spectators and players.: [423, 677, 542, 811]
- football-paragraph: East opened the final quarter with an attack, and Moore had an unsuccessful drop-kick. Offside play gave Booth an opportunity to clear. In open play Catlin started a rush with the ball at toe and, beating all opposition, he picked up and scored a splendid try, and also added the extra points. Turua 14, East 11. In close play in front of Turua's posts Blackshaw kicked out for Hutchinson to carry on before passing to M. Madgwick, who put in a nippy run and scored a good try. Elvin failed to convert. Turua 17, East 11. Keeping up the pressure, the visitors, headed by Madgwick and Booth, reached the line for the latter to score. Rangi failed with the kick. Turua 20, East 11. T. C. Arnold was referee.: [825, 887, 950, 1028]
- divider: [689, 319, 814, 320]
- entertainments-headline: ENTERTAINMENTS.: [703, 442, 800, 453]
- burglary-paragraph: Constable Devereux, of Kerepeehi, to whom the matter was reported, was quickly on the scene, and though the whole district was scoured no trace of the fugitive was found. It is presumed that he has passed over the hills to the district with which he is more familiar.: [689, 229, 814, 281]
- section-header: Educational.: [147, 38, 272, 51]
- section-header: Business Notices.: [283, 845, 412, 858]
- burglary-headline: PATETONGA BURGLARY.: [691, 39, 812, 49]
- population-table: [689, 946, 814, 1005]
- table-cell: 15,255: [791, 983, 812, 990]
- simpson-advert: [283, 103, 412, 175]
- home-body: Do you need money? National Confectionery organisation has a few openings for new members. Wonderful easy way to earn £5 or more every week, right in your own home. Fascinating, pleasant work. No experience needed. We teach you everything and guarantee to buy your products. This coupon will bring you all interesting details.: [147, 784, 272, 859]
- memoriam-body: DALLY.—In loving memory of Alfred Ernest, loving brother of Thomas and Ellen Dally and family, of Netherton.: [423, 388, 542, 418]
- table-cell: Hamilton: [691, 976, 719, 983]
- table-row: [689, 976, 814, 983]
- printing-body: of Printing production are: Prompt delivery, first-class printing, careful reading, and general attractiveness of appearance. All these are absolutely necessary from the printer if the work is to be a success.: [11, 811, 136, 856]
- home-sign: National Confectionery Industry, 77 Queen Street, Auckland: [150, 860, 269, 876]
- brenan-line-11: BELMONT ROAD — PAEROA.: [160, 474, 259, 483]
- roading-paragraph: In his report Mr Higgins stated that during the past two years the Thames County had contributed liberally to the building up and improvements to the main highway between Hikutaia and Waikawau, with the result that the road is in a much improved condition. It was naturally thought, he said, that as the surface of the road improved the cost of maintenance would decrease. Such, however, had not proved correct, and he found to-day that the cost of keeping the road from deteriorating on a 20 to 25 basis was far beyond the means of the farming community of that county. The cause, as he saw it, was that all the motor traffic of all descriptions having increased by 300 per cent. The speed had increased from about 15 miles to 40 miles per hour for motor-cars and from 5 miles to about 20 miles for motor trucks.: [961, 127, 1105, 268]
- sameday-advert: [283, 732, 412, 846]
- peppermint-advert: Woods' Great Peppermint Cure, First aid for coughs, colds, influenza.: [430, 1271, 535, 1295]
- burglary-paragraph: A stranger answering to the description of George William Scott, the prisoner who escaped from Mt. Eden Gaol on April 27, and who was seen and pursued at Pukekohe, was seen at Patetonga on Thursday last.: [689, 72, 814, 117]
